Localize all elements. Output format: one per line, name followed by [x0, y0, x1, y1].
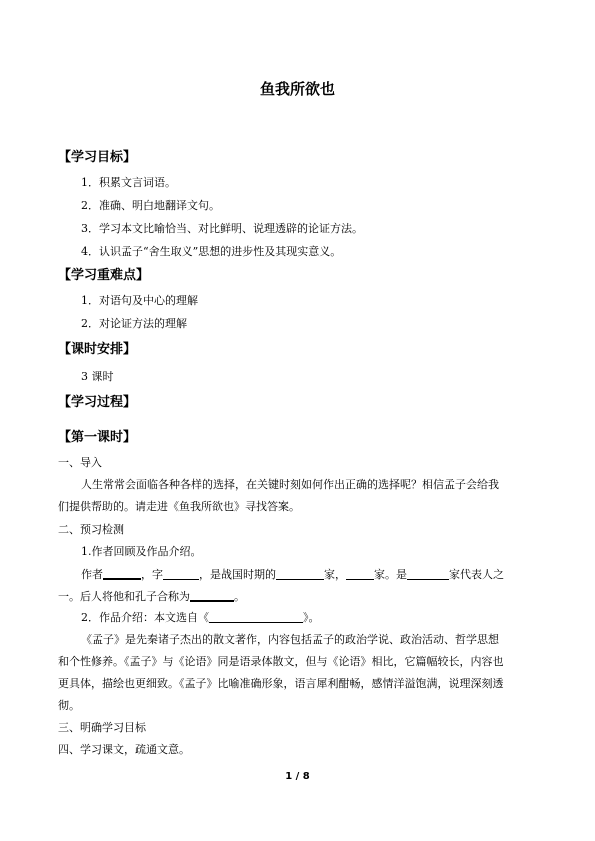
section-3-title: 三、明确学习目标: [58, 721, 146, 734]
book-open-mark: 《: [198, 611, 209, 624]
keypoints-heading: 【学习重难点】: [58, 268, 150, 283]
fill-jia2-label: 家。是: [374, 568, 407, 581]
fill-line-2: [58, 588, 245, 605]
fill-line-1: [81, 566, 504, 583]
book-close-mark: 》。: [303, 611, 320, 624]
blank-school-1[interactable]: [276, 567, 324, 580]
goal-item-2: 2．准确、明白地翻译文句。: [81, 199, 220, 212]
mencius-para-line3: 更具体，描绘也更细致。《孟子》比喻准确形象，语言犀利酣畅，感情洋溢饱满，说理深刻透: [58, 677, 504, 690]
page-title: 鱼我所欲也: [259, 80, 335, 98]
fill-jia1-label: 家，: [324, 568, 346, 581]
mencius-para-line2: 和个性修养。《孟子》与《论语》同是语录体散文，但与《论语》相比，它篇幅较长，内容也: [58, 655, 504, 668]
schedule-heading: 【课时安排】: [58, 342, 137, 357]
fill-zi-label: ，字: [141, 568, 163, 581]
keypoint-item-1: 1．对语句及中心的理解: [81, 294, 198, 307]
blank-combined-name[interactable]: [190, 588, 234, 602]
goal-item-1: 1．积累文言词语。: [81, 176, 176, 189]
section-4-title: 四、学习课文，疏通文意。: [58, 743, 190, 756]
fill-author-label: 作者: [81, 568, 103, 581]
fill-period-label: ，是战国时期的: [199, 568, 276, 581]
process-heading: 【学习过程】: [58, 395, 137, 410]
blank-zi[interactable]: [163, 567, 199, 580]
mencius-para-line4: 彻。: [58, 699, 80, 712]
mencius-para-line1: 《孟子》是先秦诸子杰出的散文著作，内容包括孟子的政治学说、政治活动、哲学思想: [81, 633, 499, 646]
author-intro-item: 1.作者回顾及作品介绍。: [81, 545, 202, 558]
goal-item-3: 3．学习本文比喻恰当、对比鲜明、说理透辟的论证方法。: [81, 222, 363, 235]
goal-item-4: 4．认识孟子“舍生取义”思想的进步性及其现实意义。: [81, 245, 342, 258]
intro-para-line1: 人生常常会面临各种各样的选择，在关键时刻如何作出正确的选择呢？相信孟子会给我: [81, 478, 499, 491]
section-1-title: 一、导入: [58, 456, 102, 469]
blank-book-source[interactable]: [209, 610, 303, 623]
intro-para-line2: 们提供帮助的。请走进《鱼我所欲也》寻找答案。: [58, 500, 300, 513]
keypoint-item-2: 2．对论证方法的理解: [81, 317, 187, 330]
blank-school-2[interactable]: [346, 567, 374, 580]
fill-rep-label: 家代表人之: [449, 568, 504, 581]
fill-line2-label: 一。后人将他和孔子合称为: [58, 590, 190, 603]
fill-line2-end: 。: [234, 590, 245, 603]
schedule-value: 3 课时: [81, 370, 114, 383]
page-number: 1 / 8: [285, 771, 310, 782]
lesson1-heading: 【第一课时】: [58, 430, 137, 445]
section-2-title: 二、预习检测: [58, 523, 124, 536]
goals-heading: 【学习目标】: [58, 150, 137, 165]
blank-author[interactable]: [103, 566, 141, 580]
work-intro-label: 2．作品介绍：本文选自: [81, 611, 198, 624]
work-intro-line: [81, 610, 320, 626]
blank-school-3[interactable]: [407, 567, 449, 580]
